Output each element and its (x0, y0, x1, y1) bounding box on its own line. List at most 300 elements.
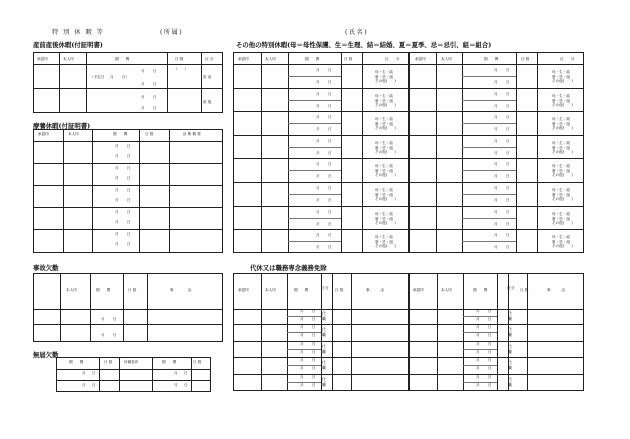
absence-col-days-left: 日 数 (104, 360, 113, 364)
special-right-row7-kubun (552, 212, 573, 226)
special-right-row7-day-1: 日 (506, 210, 510, 214)
special-right-row4-month-2: 月 (494, 151, 498, 155)
comp-right-row1-day-2: 日 (488, 317, 492, 321)
special-kubun-option-1: 母・生・結 (375, 94, 393, 98)
comp-right-row2-day-2: 日 (488, 333, 492, 337)
special-col-kubun-right: 区 分 (560, 57, 575, 61)
special-kubun-option-2: 夏・忌・組 (552, 145, 570, 150)
comp-right-row5-kubun (508, 377, 512, 387)
special-left-row8-month-1: 月 (316, 233, 320, 237)
absence-r2b-day: 日 (184, 383, 188, 387)
absence-col-affiliation-head: 所属長印 (124, 360, 139, 364)
special-left-row8-day-2: 日 (328, 245, 332, 249)
affiliation-label: (所属) (160, 29, 184, 36)
special-left-row8-month-2: 月 (316, 245, 320, 249)
special-right-row4-day-1: 日 (506, 139, 510, 143)
special-kubun-option-2: 夏・忌・組 (552, 216, 570, 221)
comp-kubun-dai: 代 (322, 344, 326, 349)
comp-right-row3-day-1: 日 (488, 342, 492, 346)
nursing-row5-month-2: 月 (115, 242, 119, 246)
special-right-row1-day-2: 日 (506, 80, 510, 84)
maternity-r2-day: 日 (153, 95, 157, 99)
comp-kubun-shoku: 職 (322, 382, 326, 387)
comp-right-row3-month-1: 月 (476, 342, 480, 346)
special-right-row7-month-1: 月 (494, 210, 498, 214)
special-right-row3-month-2: 月 (494, 127, 498, 131)
comp-kubun-dai: 代 (322, 311, 326, 316)
maternity-col-period: 期 間 (115, 57, 130, 61)
special-kubun-option-1: 母・生・結 (375, 117, 393, 121)
comp-right-row1-month-1: 月 (476, 309, 480, 313)
special-kubun-option-1: 母・生・結 (552, 164, 570, 168)
nursing-row1-month-1: 月 (115, 144, 119, 148)
special-period-divider (288, 241, 341, 242)
special-kubun-option-1: 母・生・結 (375, 188, 393, 192)
special-right-row8-month-2: 月 (494, 245, 498, 249)
special-period-divider (288, 194, 341, 195)
special-left-row7-month-2: 月 (316, 222, 320, 226)
maternity-r2b-month: 月 (141, 106, 145, 110)
special-kubun-option-3: その他( ) (375, 173, 396, 178)
special-right-row3-month-1: 月 (494, 115, 498, 119)
special-right-row7-month-2: 月 (494, 222, 498, 226)
maternity-postnatal: 産 後 (203, 100, 212, 104)
comp-row-divider (234, 357, 583, 358)
comp-kubun-shoku: 職 (322, 365, 326, 370)
special-right-row8-day-2: 日 (506, 245, 510, 249)
nursing-row5-day-1: 日 (127, 232, 131, 236)
special-kubun-option-1: 母・生・結 (552, 70, 570, 74)
special-left-row3-day-2: 日 (328, 127, 332, 131)
special-kubun-option-1: 母・生・結 (375, 235, 393, 239)
maternity-col-self: 本人印 (63, 57, 74, 61)
special-row-divider (234, 135, 583, 136)
special-right-row6-month-1: 月 (494, 186, 498, 190)
comp-right-row4-month-1: 月 (476, 358, 480, 362)
absence-title: 無届欠勤 (33, 351, 59, 359)
special-right-row5-month-2: 月 (494, 174, 498, 178)
special-table (233, 52, 584, 253)
special-left-row6-month-2: 月 (316, 198, 320, 202)
comp-left-row1-day-2: 日 (312, 317, 316, 321)
comp-col-period-left: 期 間 (294, 288, 309, 292)
special-kubun-option-3: その他( ) (552, 150, 573, 155)
special-left-row4-month-1: 月 (316, 139, 320, 143)
comp-row-divider (234, 324, 583, 325)
special-col-period-left: 期 間 (305, 57, 320, 61)
comp-left-row1-month-2: 月 (300, 317, 304, 321)
comp-right-row2-kubun (508, 327, 512, 337)
comp-left-row3-month-2: 月 (300, 350, 304, 354)
special-right-row2-month-2: 月 (494, 104, 498, 108)
special-kubun-option-3: その他( ) (375, 244, 396, 249)
special-right-row4-month-1: 月 (494, 139, 498, 143)
special-kubun-option-2: 夏・忌・組 (552, 168, 570, 173)
special-left-row6-month-1: 月 (316, 186, 320, 190)
comp-col-approver-left: 承認印 (238, 288, 249, 292)
special-kubun-option-2: 夏・忌・組 (552, 121, 570, 126)
special-row-divider (234, 88, 583, 89)
comp-right-row1-day-1: 日 (488, 309, 492, 313)
special-left-row5-kubun (375, 164, 396, 178)
special-left-row5-day-1: 日 (328, 162, 332, 166)
maternity-r1-day: 日 (153, 69, 157, 73)
comp-left-row1-kubun (322, 311, 326, 321)
special-period-divider (288, 170, 341, 171)
special-kubun-option-3: その他( ) (552, 79, 573, 84)
absence-col-days-right: 日 数 (193, 360, 202, 364)
maternity-prenatal: 産 前 (203, 75, 212, 79)
special-period-divider (462, 241, 516, 242)
special-left-row2-day-2: 日 (328, 104, 332, 108)
comp-kubun-dai: 代 (508, 360, 512, 365)
comp-left-row3-day-1: 日 (312, 342, 316, 346)
comp-left-row2-day-1: 日 (312, 325, 316, 329)
comp-kubun-dai: 代 (508, 327, 512, 332)
comp-right-row1-kubun (508, 311, 512, 321)
comp-col-self-right: 本人印 (441, 288, 452, 292)
comp-col-reason-right: 事 由 (547, 288, 565, 292)
special-left-row7-day-1: 日 (328, 210, 332, 214)
special-kubun-option-2: 夏・忌・組 (552, 98, 570, 103)
comp-right-row1-month-2: 月 (476, 317, 480, 321)
nursing-row3-month-1: 月 (115, 188, 119, 192)
comp-kubun-dai: 代 (322, 377, 326, 382)
special-left-row1-kubun (375, 70, 396, 84)
comp-left-row5-month-2: 月 (300, 383, 304, 387)
accident-r1-day: 日 (113, 317, 117, 321)
comp-left-row3-month-1: 月 (300, 342, 304, 346)
comp-col-period-right: 期 間 (473, 288, 488, 292)
comp-left-row3-day-2: 日 (312, 350, 316, 354)
comp-right-row5-day-1: 日 (488, 375, 492, 379)
nursing-row4-month-1: 月 (115, 210, 119, 214)
comp-left-row2-month-1: 月 (300, 325, 304, 329)
special-kubun-option-3: その他( ) (552, 173, 573, 178)
comp-col-reason-left: 事 由 (366, 288, 384, 292)
special-left-row1-month-2: 月 (316, 80, 320, 84)
special-period-divider (462, 194, 516, 195)
special-left-row6-day-2: 日 (328, 198, 332, 202)
special-left-row3-month-2: 月 (316, 127, 320, 131)
nursing-row1-month-2: 月 (115, 154, 119, 158)
comp-col-approver-right: 承認印 (413, 288, 424, 292)
special-period-divider (462, 76, 516, 77)
special-right-row1-kubun (552, 70, 573, 84)
nursing-col-diag: 診 断 概 要 (183, 132, 201, 136)
special-period-divider (288, 218, 341, 219)
special-right-row3-kubun (552, 117, 573, 131)
special-kubun-option-2: 夏・忌・組 (552, 192, 570, 197)
nursing-row1-day-2: 日 (127, 154, 131, 158)
special-kubun-option-3: その他( ) (375, 103, 396, 108)
special-col-period-right: 期 間 (484, 57, 499, 61)
special-period-divider (288, 147, 341, 148)
special-row-divider (234, 229, 583, 230)
maternity-col-approver: 承認印 (37, 57, 48, 61)
accident-r2-month: 月 (101, 333, 105, 337)
nursing-row5-month-1: 月 (115, 232, 119, 236)
comp-row-divider (234, 341, 583, 342)
nursing-col-period: 期 間 (113, 132, 128, 136)
nursing-col-approver: 承認印 (38, 132, 49, 136)
special-title: その他の特別休暇(母＝母性保護、生＝生理、結＝結婚、夏＝夏季、忌＝忌引、組＝組合) (236, 41, 492, 49)
special-right-row2-month-1: 月 (494, 92, 498, 96)
special-kubun-option-3: その他( ) (375, 197, 396, 202)
special-right-row8-month-1: 月 (494, 233, 498, 237)
comp-left-row4-month-1: 月 (300, 358, 304, 362)
special-right-row5-kubun (552, 164, 573, 178)
maternity-planned: （予定日 (90, 75, 105, 79)
special-period-divider (288, 100, 341, 101)
nursing-row3-day-1: 日 (127, 188, 131, 192)
special-right-row2-day-2: 日 (506, 104, 510, 108)
special-left-row6-kubun (375, 188, 396, 202)
comp-row-divider (234, 374, 583, 375)
absence-r1-day: 日 (92, 371, 96, 375)
special-left-row5-month-2: 月 (316, 174, 320, 178)
accident-title: 事故欠勤 (33, 264, 59, 272)
special-col-self-right: 本人印 (441, 57, 452, 61)
special-period-divider (462, 100, 516, 101)
comp-right-row2-day-1: 日 (488, 325, 492, 329)
comp-col-self-left: 本人印 (265, 288, 276, 292)
special-kubun-option-1: 母・生・結 (552, 94, 570, 98)
comp-left-row3-kubun (322, 344, 326, 354)
maternity-r1b-month: 月 (141, 82, 145, 86)
maternity-col-days: 日 数 (175, 57, 184, 61)
maternity-r1b-day: 日 (153, 82, 157, 86)
special-period-divider (462, 147, 516, 148)
special-right-row1-day-1: 日 (506, 68, 510, 72)
special-left-row1-day-1: 日 (328, 68, 332, 72)
comp-kubun-dai: 代 (508, 377, 512, 382)
nursing-row2-day-1: 日 (127, 166, 131, 170)
comp-kubun-shoku: 職 (322, 316, 326, 321)
special-left-row4-day-2: 日 (328, 151, 332, 155)
special-kubun-option-3: その他( ) (375, 150, 396, 155)
maternity-r1-month: 月 (141, 69, 145, 73)
special-right-row6-day-2: 日 (506, 198, 510, 202)
special-left-row4-month-2: 月 (316, 151, 320, 155)
special-kubun-option-2: 夏・忌・組 (375, 192, 393, 197)
absence-r2-day: 日 (92, 383, 96, 387)
special-kubun-option-3: その他( ) (375, 126, 396, 131)
special-period-divider (462, 123, 516, 124)
maternity-r2b-day: 日 (153, 106, 157, 110)
comp-right-row2-month-2: 月 (476, 333, 480, 337)
special-kubun-option-2: 夏・忌・組 (552, 74, 570, 79)
absence-r2-month: 月 (82, 383, 86, 387)
comp-kubun-shoku: 職 (322, 332, 326, 337)
special-left-row5-day-2: 日 (328, 174, 332, 178)
special-left-row2-kubun (375, 94, 396, 108)
special-right-row6-month-2: 月 (494, 198, 498, 202)
comp-kubun-shoku: 職 (508, 349, 512, 354)
comp-left-row4-kubun (322, 360, 326, 370)
special-col-kubun-left: 区 分 (385, 57, 400, 61)
comp-right-row2-month-1: 月 (476, 325, 480, 329)
comp-left-row5-day-1: 日 (312, 375, 316, 379)
special-kubun-option-2: 夏・忌・組 (375, 121, 393, 126)
special-kubun-option-1: 母・生・結 (552, 235, 570, 239)
name-label: (氏名) (345, 29, 369, 36)
special-kubun-option-3: その他( ) (552, 103, 573, 108)
special-left-row2-month-2: 月 (316, 104, 320, 108)
special-kubun-option-2: 夏・忌・組 (375, 74, 393, 79)
comp-right-row3-month-2: 月 (476, 350, 480, 354)
accident-col-period: 期 間 (96, 288, 111, 292)
special-row-divider (234, 182, 583, 183)
comp-left-row2-month-2: 月 (300, 333, 304, 337)
special-right-row4-day-2: 日 (506, 151, 510, 155)
comp-kubun-dai: 代 (508, 344, 512, 349)
special-kubun-option-1: 母・生・結 (375, 212, 393, 216)
comp-left-row4-month-2: 月 (300, 366, 304, 370)
nursing-row2-day-2: 日 (127, 176, 131, 180)
comp-kubun-shoku: 職 (508, 316, 512, 321)
maternity-title: 産前産後休暇(付証明書) (33, 41, 103, 49)
special-row-divider (234, 158, 583, 159)
nursing-row4-month-2: 月 (115, 220, 119, 224)
special-kubun-option-2: 夏・忌・組 (375, 168, 393, 173)
special-kubun-option-1: 母・生・結 (552, 212, 570, 216)
compensatory-title: 代休又は職務専念義務免除 (250, 264, 327, 272)
special-right-row2-kubun (552, 94, 573, 108)
comp-left-row2-kubun (322, 327, 326, 337)
comp-col-days-left: 日 数 (335, 288, 344, 292)
nursing-title: 療養休暇(付証明書) (33, 122, 91, 130)
special-col-days-left: 日 数 (344, 57, 353, 61)
special-period-divider (462, 218, 516, 219)
special-kubun-option-1: 母・生・結 (552, 141, 570, 145)
special-left-row7-kubun (375, 212, 396, 226)
comp-col-kubun-right: 区分 (507, 286, 515, 290)
special-row-divider (234, 111, 583, 112)
comp-col-kubun-left: 区分 (321, 286, 329, 290)
special-right-row6-day-1: 日 (506, 186, 510, 190)
absence-col-period-left: 期 間 (69, 360, 84, 364)
special-left-row7-day-2: 日 (328, 222, 332, 226)
special-kubun-option-2: 夏・忌・組 (375, 98, 393, 103)
special-right-row1-month-2: 月 (494, 80, 498, 84)
comp-left-row5-kubun (322, 377, 326, 387)
comp-kubun-shoku: 職 (508, 332, 512, 337)
special-kubun-option-1: 母・生・結 (375, 70, 393, 74)
nursing-row5-day-2: 日 (127, 242, 131, 246)
special-right-row6-kubun (552, 188, 573, 202)
special-left-row2-day-1: 日 (328, 92, 332, 96)
special-right-row3-day-1: 日 (506, 115, 510, 119)
maternity-r2-month: 月 (141, 95, 145, 99)
special-left-row5-month-1: 月 (316, 162, 320, 166)
special-kubun-option-1: 母・生・結 (552, 117, 570, 121)
special-left-row7-month-1: 月 (316, 210, 320, 214)
special-left-row8-day-1: 日 (328, 233, 332, 237)
special-period-divider (288, 76, 341, 77)
comp-left-row5-month-1: 月 (300, 375, 304, 379)
comp-left-row4-day-1: 日 (312, 358, 316, 362)
special-period-divider (288, 123, 341, 124)
absence-r2b-month: 月 (174, 383, 178, 387)
accident-r2-day: 日 (113, 333, 117, 337)
nursing-row4-day-1: 日 (127, 210, 131, 214)
comp-kubun-shoku: 職 (508, 382, 512, 387)
special-kubun-option-2: 夏・忌・組 (375, 239, 393, 244)
special-right-row5-day-1: 日 (506, 162, 510, 166)
special-left-row2-month-1: 月 (316, 92, 320, 96)
special-right-row8-day-1: 日 (506, 233, 510, 237)
accident-table (33, 273, 223, 342)
special-right-row1-month-1: 月 (494, 68, 498, 72)
accident-col-days: 日 数 (128, 288, 137, 292)
special-left-row1-day-2: 日 (328, 80, 332, 84)
comp-kubun-dai: 代 (322, 327, 326, 332)
special-right-row3-day-2: 日 (506, 127, 510, 131)
special-col-days-right: 日 数 (521, 57, 530, 61)
maternity-planned-close: 日） (122, 75, 130, 79)
special-period-divider (462, 170, 516, 171)
comp-right-row5-month-1: 月 (476, 375, 480, 379)
comp-right-row4-month-2: 月 (476, 366, 480, 370)
nursing-col-self: 本人印 (68, 132, 79, 136)
comp-right-row5-day-2: 日 (488, 383, 492, 387)
nursing-col-days: 日 数 (145, 132, 154, 136)
comp-right-row5-month-2: 月 (476, 383, 480, 387)
special-left-row3-day-1: 日 (328, 115, 332, 119)
special-right-row8-kubun (552, 235, 573, 249)
comp-col-days-right: 日 数 (520, 288, 529, 292)
comp-right-row3-day-2: 日 (488, 350, 492, 354)
nursing-row2-month-2: 月 (115, 176, 119, 180)
accident-col-reason: 事 由 (170, 288, 192, 292)
special-kubun-option-1: 母・生・結 (375, 164, 393, 168)
comp-right-row3-kubun (508, 344, 512, 354)
special-col-self-left: 本人印 (265, 57, 276, 61)
comp-right-row4-day-2: 日 (488, 366, 492, 370)
special-left-row1-month-1: 月 (316, 68, 320, 72)
compensatory-table (233, 273, 584, 391)
nursing-row3-month-2: 月 (115, 198, 119, 202)
comp-left-row2-day-2: 日 (312, 333, 316, 337)
special-kubun-option-2: 夏・忌・組 (375, 216, 393, 221)
accident-col-self: 本人印 (66, 288, 77, 292)
special-kubun-option-3: その他( ) (375, 221, 396, 226)
special-kubun-option-2: 夏・忌・組 (375, 145, 393, 150)
special-col-approver-right: 承認印 (415, 57, 426, 61)
absence-col-period-right: 期 間 (162, 360, 177, 364)
nursing-row2-month-1: 月 (115, 166, 119, 170)
maternity-planned-month: 月 (110, 75, 114, 79)
special-right-row2-day-1: 日 (506, 92, 510, 96)
comp-kubun-dai: 代 (508, 311, 512, 316)
special-kubun-option-2: 夏・忌・組 (552, 239, 570, 244)
comp-left-row1-day-1: 日 (312, 309, 316, 313)
special-kubun-option-3: その他( ) (375, 79, 396, 84)
special-col-approver-left: 承認印 (238, 57, 249, 61)
comp-left-row4-day-2: 日 (312, 366, 316, 370)
special-right-row5-month-1: 月 (494, 162, 498, 166)
absence-r1-month: 月 (82, 371, 86, 375)
absence-r1b-month: 月 (174, 371, 178, 375)
nursing-row4-day-2: 日 (127, 220, 131, 224)
nursing-row3-day-2: 日 (127, 198, 131, 202)
special-row-divider (234, 206, 583, 207)
comp-left-row1-month-1: 月 (300, 309, 304, 313)
special-right-row5-day-2: 日 (506, 174, 510, 178)
comp-right-row4-day-1: 日 (488, 358, 492, 362)
special-kubun-option-3: その他( ) (552, 244, 573, 249)
